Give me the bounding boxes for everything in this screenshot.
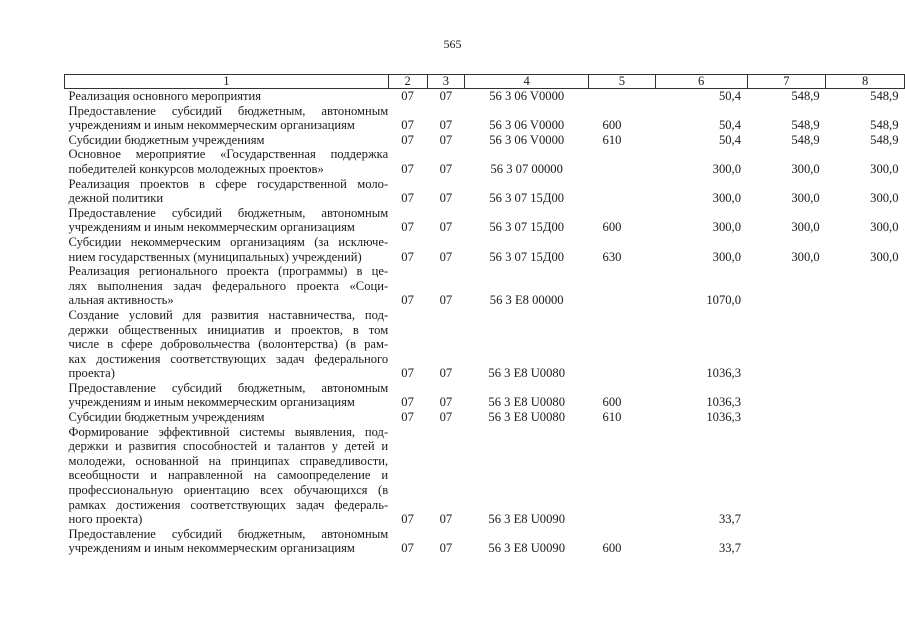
subsection-code: 07: [439, 366, 453, 381]
amount-year-3: [826, 410, 905, 425]
section-code: 07: [401, 118, 414, 133]
section-code: 07: [401, 512, 414, 527]
target-article-code: 56 3 07 15Д00: [489, 249, 565, 264]
subsection-code: 07: [439, 293, 453, 308]
expense-type-code: 600: [602, 118, 622, 133]
description-line: альная активность»: [68, 293, 174, 308]
amount-year-3: 300,0: [870, 249, 899, 264]
expense-type-code: [589, 308, 656, 381]
row-description: [65, 89, 389, 104]
amount-year-1: 1036,3: [706, 366, 741, 381]
expense-type-code: 610: [602, 132, 622, 147]
expense-type-code: 600: [602, 541, 622, 556]
description-line: Субсидии некоммерческим организациям (за исключе-: [68, 234, 389, 249]
subsection-code: 07: [439, 541, 453, 556]
amount-year-3: [826, 381, 905, 410]
target-article-code: 56 3 E8 U0080: [488, 410, 565, 425]
amount-year-2: 300,0: [791, 161, 820, 176]
row-description: [65, 147, 389, 176]
amount-year-1: 50,4: [718, 132, 741, 147]
target-article-code: 56 3 E8 00000: [489, 293, 564, 308]
table-row: [65, 133, 905, 148]
expense-type-code: [589, 147, 656, 176]
expense-type-code: [589, 177, 656, 206]
amount-year-1: 300,0: [712, 191, 741, 206]
row-description: [65, 264, 389, 308]
amount-year-2: 300,0: [791, 220, 820, 235]
amount-year-3: 300,0: [870, 161, 899, 176]
description-line: держки и развития способностей и талантов у детей и: [68, 439, 389, 454]
row-description: [65, 308, 389, 381]
table-row: [65, 177, 905, 206]
description-line: профессиональную ориентацию всех обучающихся (в: [68, 483, 389, 498]
amount-year-2: 300,0: [791, 191, 820, 206]
description-line: учреждениям и иным некоммерческим организациям: [68, 220, 355, 235]
expense-type-code: 600: [602, 220, 622, 235]
table-row: [65, 308, 905, 381]
description-line: молодежи, основанной на принципах справедливости,: [68, 453, 389, 468]
subsection-code: 07: [439, 132, 453, 147]
subsection-code: 07: [439, 191, 453, 206]
amount-year-2: [747, 410, 826, 425]
header-col-3: 3: [427, 75, 465, 89]
amount-year-3: 548,9: [870, 132, 899, 147]
table-row: [65, 381, 905, 410]
header-col-6: 6: [655, 75, 747, 89]
table-row: [65, 410, 905, 425]
header-col-5: 5: [589, 75, 656, 89]
amount-year-3: 548,9: [870, 118, 899, 133]
description-line: всеобщности и направленной на самоопределение и: [68, 468, 389, 483]
row-description: [65, 527, 389, 556]
row-description: [65, 425, 389, 527]
section-code: 07: [401, 220, 414, 235]
amount-year-3: 548,9: [870, 89, 899, 103]
page-number: 565: [443, 37, 462, 51]
description-line: Реализация основного мероприятия: [68, 89, 262, 103]
description-line: Формирование эффективной системы выявления, под-: [68, 424, 389, 439]
section-code: 07: [401, 410, 414, 425]
section-code: 07: [401, 89, 414, 103]
table-row: [65, 104, 905, 133]
description-line: числе в сфере добровольчества (волонтерства) (в рам-: [68, 337, 389, 352]
table-row: [65, 89, 905, 104]
amount-year-1: 300,0: [712, 249, 741, 264]
amount-year-1: 33,7: [718, 541, 741, 556]
amount-year-3: [826, 308, 905, 381]
description-line: проекта): [68, 366, 115, 381]
amount-year-2: [747, 308, 826, 381]
section-code: 07: [401, 191, 414, 206]
amount-year-2: [747, 264, 826, 308]
expense-type-code: [589, 425, 656, 527]
amount-year-3: 300,0: [870, 220, 899, 235]
description-line: Предоставление субсидий бюджетным, автономным: [68, 103, 389, 118]
amount-year-1: 300,0: [712, 220, 741, 235]
table-row: [65, 527, 905, 556]
description-line: Основное мероприятие «Государственная поддержка: [68, 147, 389, 162]
target-article-code: 56 3 07 00000: [490, 161, 563, 176]
subsection-code: 07: [439, 249, 453, 264]
section-code: 07: [401, 249, 414, 264]
description-line: учреждениям и иным некоммерческим организациям: [68, 395, 355, 410]
amount-year-2: [747, 425, 826, 527]
amount-year-1: 1036,3: [706, 410, 741, 425]
amount-year-3: [826, 425, 905, 527]
amount-year-3: [826, 264, 905, 308]
description-line: Реализация проектов в сфере государственной моло-: [68, 176, 389, 191]
description-line: дежной политики: [68, 191, 164, 206]
amount-year-1: 50,4: [718, 118, 741, 133]
amount-year-1: 50,4: [718, 89, 741, 103]
table-row: [65, 264, 905, 308]
amount-year-3: [826, 527, 905, 556]
row-description: [65, 381, 389, 410]
row-description: [65, 177, 389, 206]
header-col-7: 7: [747, 75, 826, 89]
description-line: учреждениям и иным некоммерческим организациям: [68, 118, 355, 133]
amount-year-2: 548,9: [791, 89, 820, 103]
target-article-code: 56 3 06 V0000: [489, 118, 565, 133]
description-line: держки общественных инициатив и проектов, в том: [68, 322, 389, 337]
description-line: ного проекта): [68, 512, 143, 527]
description-line: лях выполнения задач федерального проекта «Соци-: [68, 278, 389, 293]
target-article-code: 56 3 07 15Д00: [489, 191, 565, 206]
header-col-4: 4: [465, 75, 589, 89]
target-article-code: 56 3 E8 U0080: [488, 395, 565, 410]
amount-year-3: 300,0: [870, 191, 899, 206]
header-col-1: 1: [65, 75, 389, 89]
description-line: Создание условий для развития наставничества, под-: [68, 307, 389, 322]
section-code: 07: [401, 293, 414, 308]
section-code: 07: [401, 132, 414, 147]
subsection-code: 07: [439, 118, 453, 133]
subsection-code: 07: [439, 395, 453, 410]
description-line: Предоставление субсидий бюджетным, автономным: [68, 205, 389, 220]
row-description: [65, 235, 389, 264]
amount-year-2: 548,9: [791, 132, 820, 147]
target-article-code: 56 3 E8 U0080: [488, 366, 565, 381]
section-code: 07: [401, 161, 414, 176]
amount-year-1: 33,7: [718, 512, 741, 527]
row-description: [65, 206, 389, 235]
amount-year-1: 1036,3: [706, 395, 741, 410]
row-description: [65, 104, 389, 133]
table-row: [65, 425, 905, 527]
table-row: [65, 206, 905, 235]
target-article-code: 56 3 E8 U0090: [488, 512, 565, 527]
expense-type-code: 630: [602, 249, 622, 264]
description-line: Реализация регионального проекта (программы) в це-: [68, 264, 389, 279]
description-line: рамках достижения соответствующих задач федераль-: [68, 497, 389, 512]
section-code: 07: [401, 541, 414, 556]
description-line: Предоставление субсидий бюджетным, автономным: [68, 526, 389, 541]
amount-year-2: [747, 381, 826, 410]
amount-year-1: 1070,0: [706, 293, 741, 308]
description-line: Субсидии бюджетным учреждениям: [68, 132, 265, 147]
amount-year-2: 548,9: [791, 118, 820, 133]
description-line: Предоставление субсидий бюджетным, автономным: [68, 380, 389, 395]
subsection-code: 07: [439, 410, 453, 425]
table-header-row: [65, 75, 905, 89]
description-line: ках достижения соответствующих задач федерального: [68, 351, 389, 366]
target-article-code: 56 3 06 V0000: [489, 89, 565, 103]
header-col-2: 2: [388, 75, 427, 89]
budget-table: [64, 74, 905, 556]
expense-type-code: 600: [602, 395, 622, 410]
table-row: [65, 147, 905, 176]
description-line: учреждениям и иным некоммерческим организациям: [68, 541, 355, 556]
row-description: [65, 133, 389, 148]
section-code: 07: [401, 366, 414, 381]
amount-year-1: 300,0: [712, 161, 741, 176]
table-row: [65, 235, 905, 264]
description-line: нием государственных (муниципальных) учреждений): [68, 249, 362, 264]
subsection-code: 07: [439, 89, 453, 103]
expense-type-code: 610: [602, 410, 622, 425]
row-description: [65, 410, 389, 425]
target-article-code: 56 3 E8 U0090: [488, 541, 565, 556]
header-col-8: 8: [826, 75, 905, 89]
amount-year-2: [747, 527, 826, 556]
expense-type-code: [589, 89, 656, 104]
section-code: 07: [401, 395, 414, 410]
subsection-code: 07: [439, 220, 453, 235]
table-body: [65, 89, 905, 557]
description-line: Субсидии бюджетным учреждениям: [68, 410, 265, 425]
amount-year-2: 300,0: [791, 249, 820, 264]
target-article-code: 56 3 07 15Д00: [489, 220, 565, 235]
expense-type-code: [589, 264, 656, 308]
target-article-code: 56 3 06 V0000: [489, 132, 565, 147]
subsection-code: 07: [439, 161, 453, 176]
description-line: победителей конкурсов молодежных проектов»: [68, 161, 324, 176]
subsection-code: 07: [439, 512, 453, 527]
